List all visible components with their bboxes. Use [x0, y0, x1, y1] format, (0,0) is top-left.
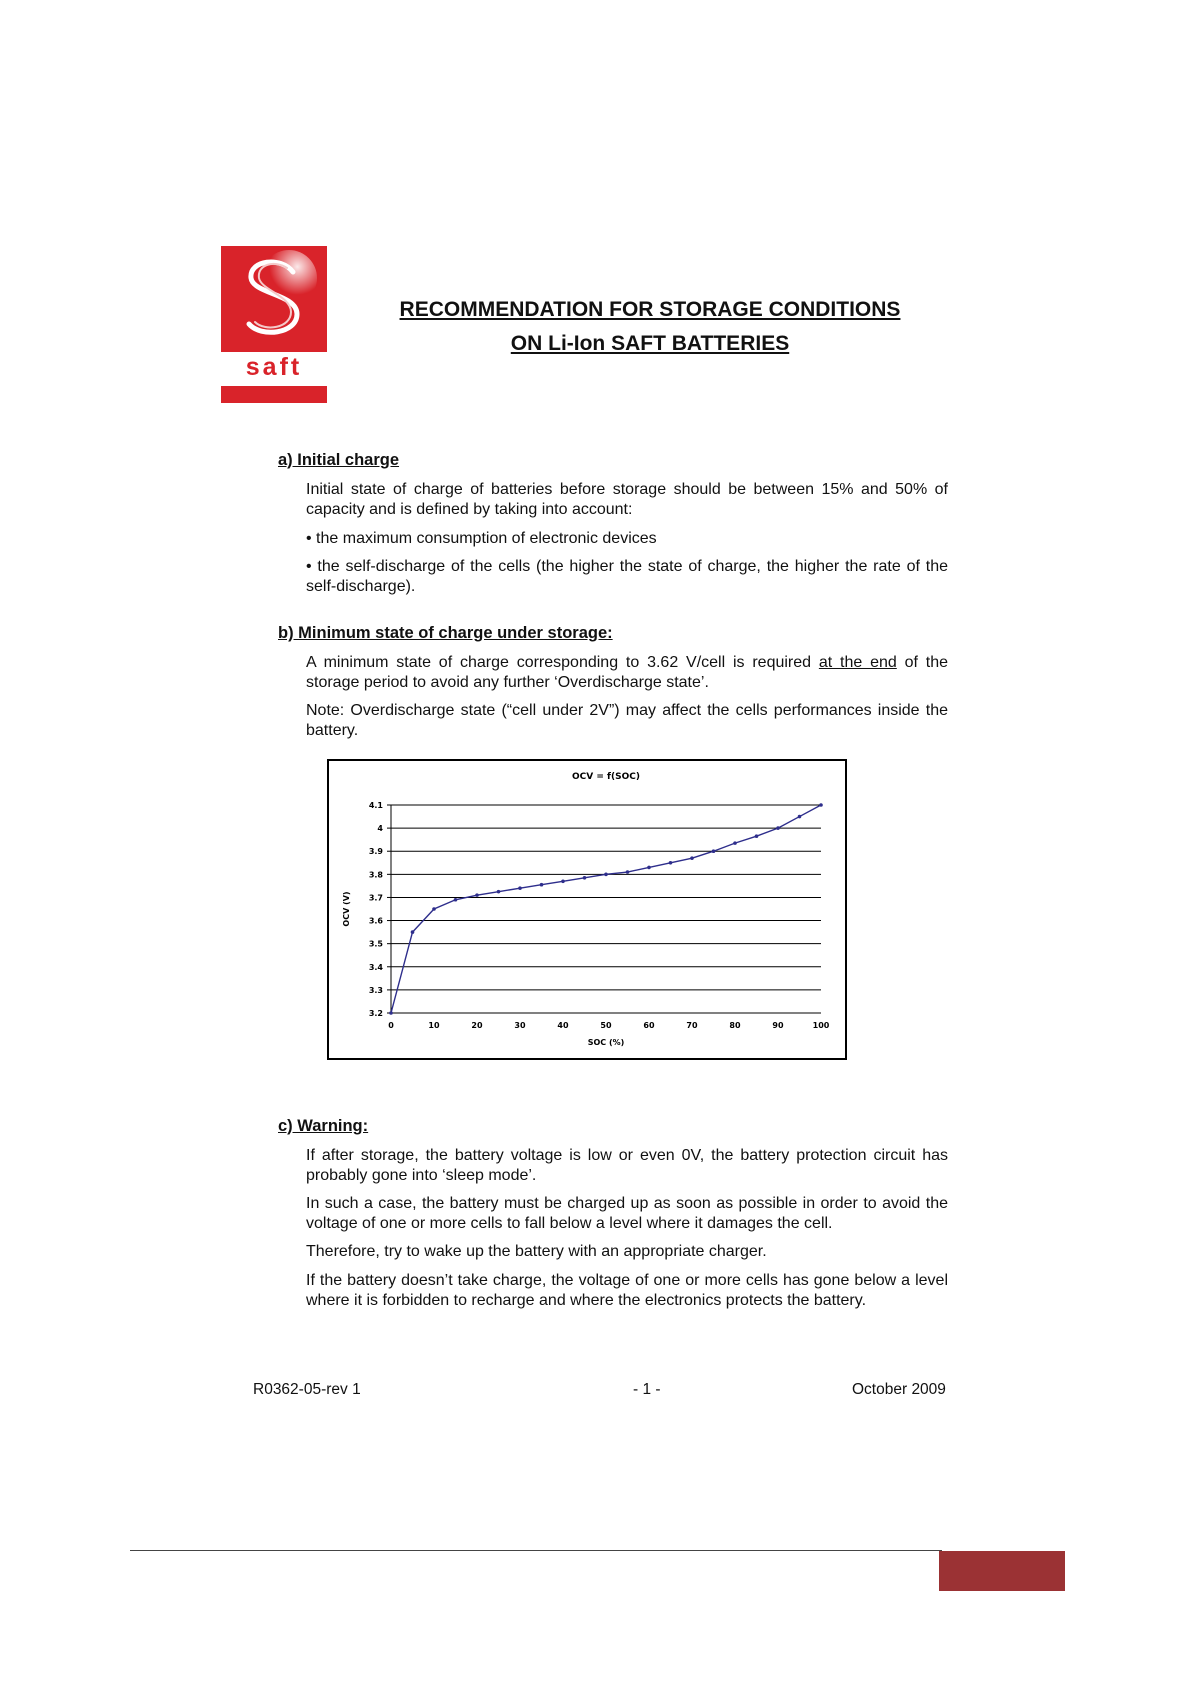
chart-title: OCV = f(SOC) [572, 772, 640, 782]
section-b-p1-text: A minimum state of charge corresponding to 3.62 V/cell is required [306, 654, 819, 671]
footer-page-number: - 1 - [633, 1381, 661, 1398]
section-c-paragraph-3: Therefore, try to wake up the battery with an appropriate charger. [306, 1243, 767, 1260]
data-point-20 [819, 803, 823, 807]
data-point-18 [776, 826, 780, 830]
section-b-p1-underlined: at the end [818, 654, 897, 671]
y-tick-label-5: 3.7 [368, 893, 383, 903]
y-tick-label-7: 3.9 [368, 847, 383, 857]
x-tick-label-2: 20 [471, 1021, 483, 1030]
section-a-bullet-2: • the self-discharge of the cells (the higher the state of charge, the higher the rate of the self-discharge). [306, 558, 948, 595]
section-b-paragraph-1 [306, 653, 948, 693]
y-tick-label-8: 4 [377, 824, 383, 834]
y-tick-label-6: 3.8 [368, 870, 383, 880]
data-point-7 [540, 883, 544, 887]
logo-emblem [221, 246, 327, 352]
bottom-rule [130, 1550, 942, 1551]
section-b-note: Note: Overdischarge state (“cell under 2V”) may affect the cells performances inside the battery. [306, 702, 948, 739]
y-tick-label-0: 3.2 [368, 1009, 383, 1018]
y-tick-label-9: 4.1 [368, 801, 383, 810]
x-tick-label-4: 40 [557, 1021, 569, 1030]
chart-svg [329, 761, 845, 1058]
data-point-9 [583, 876, 587, 880]
y-axis-label: OCV (V) [342, 891, 351, 927]
data-point-0 [389, 1011, 393, 1015]
data-point-12 [647, 866, 651, 870]
section-c-paragraph-4: If the battery doesn’t take charge, the voltage of one or more cells has gone below a level where it is forbidden to recharge and where the electronics protects the battery. [306, 1272, 948, 1309]
section-a-bullet-1: • the maximum consumption of electronic devices [306, 530, 657, 547]
data-point-15 [712, 849, 716, 853]
data-point-1 [411, 930, 415, 934]
section-c-paragraph-2: In such a case, the battery must be charged up as soon as possible in order to avoid the voltage of one or more cells to fall below a level where it damages the cell. [306, 1195, 948, 1232]
document-title-line2: ON Li-Ion SAFT BATTERIES [510, 332, 790, 355]
section-c-paragraph-1: If after storage, the battery voltage is low or even 0V, the battery protection circuit has probably gone into ‘sleep mode’. [306, 1147, 948, 1184]
x-tick-label-8: 80 [729, 1021, 741, 1030]
x-axis-label: SOC (%) [587, 1038, 625, 1047]
x-tick-label-7: 70 [686, 1021, 698, 1030]
data-point-13 [669, 861, 673, 865]
data-point-3 [454, 898, 458, 902]
saft-logo [221, 246, 327, 406]
data-point-11 [626, 870, 630, 874]
data-point-19 [798, 815, 802, 819]
y-tick-label-3: 3.5 [368, 939, 383, 949]
data-point-5 [497, 890, 501, 894]
x-tick-label-1: 10 [428, 1021, 440, 1030]
footer-reference: R0362-05-rev 1 [253, 1381, 361, 1398]
document-title-line1: RECOMMENDATION FOR STORAGE CONDITIONS [399, 298, 901, 321]
data-point-10 [604, 873, 608, 877]
logo-s-swirl-icon [221, 246, 327, 352]
data-point-6 [518, 886, 522, 890]
data-point-4 [475, 893, 479, 897]
section-c-heading: c) Warning: [278, 1117, 369, 1135]
x-tick-label-5: 50 [600, 1021, 612, 1030]
x-tick-label-6: 60 [643, 1021, 655, 1030]
logo-bar [221, 386, 327, 403]
y-tick-label-2: 3.4 [368, 962, 383, 972]
y-tick-label-1: 3.3 [368, 985, 383, 995]
y-tick-label-4: 3.6 [368, 916, 383, 926]
x-tick-label-0: 0 [388, 1021, 394, 1030]
logo-wordmark: saft [245, 353, 303, 381]
section-b-heading: b) Minimum state of charge under storage: [278, 624, 613, 642]
x-tick-label-10: 100 [812, 1021, 830, 1030]
ocv-soc-chart [327, 759, 847, 1060]
data-point-17 [755, 834, 759, 838]
bottom-red-block [939, 1551, 1065, 1591]
section-b-p1-text-end: of the storage period to avoid any further ‘Overdischarge state’. [306, 654, 949, 691]
x-tick-label-3: 30 [514, 1021, 526, 1030]
data-point-2 [432, 907, 436, 911]
section-a-heading: a) Initial charge [278, 451, 400, 469]
data-point-8 [561, 879, 565, 883]
data-point-14 [690, 856, 694, 860]
section-a-paragraph: Initial state of charge of batteries before storage should be between 15% and 50% of capacity and is defined by taking into account: [306, 481, 948, 518]
footer-date: October 2009 [852, 1381, 946, 1398]
data-point-16 [733, 841, 737, 845]
x-tick-label-9: 90 [772, 1021, 784, 1030]
